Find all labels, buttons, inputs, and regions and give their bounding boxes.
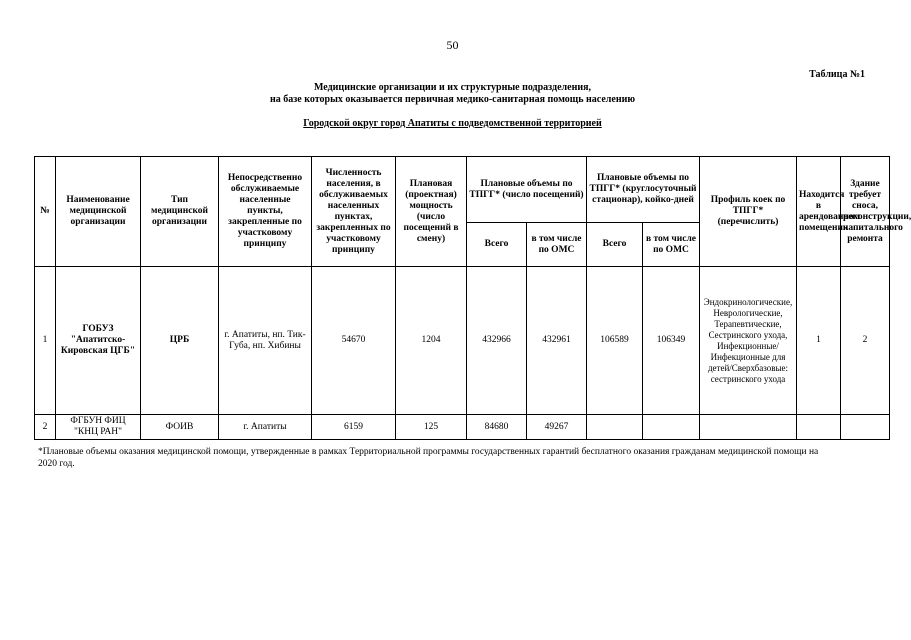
header-org-name: Наименование медицинской организации — [56, 157, 141, 267]
header-bed-profile: Профиль коек по ТПГГ* (перечислить) — [700, 157, 797, 267]
cell-demolition — [841, 415, 890, 440]
header-visits-total: Всего — [467, 223, 527, 267]
header-capacity: Плановая (проектная) мощность (число посещений в смену) — [396, 157, 467, 267]
title-line-2: на базе которых оказывается первичная медико-санитарная помощь населению — [270, 94, 635, 105]
header-demolition: Здание требует сноса, реконструкции, капитального ремонта — [841, 157, 890, 267]
cell-visits-oms: 432961 — [527, 267, 587, 415]
cell-org-name: ГОБУЗ "Апатитско-Кировская ЦГБ" — [56, 267, 141, 415]
header-num: № — [35, 157, 56, 267]
header-org-type: Тип медицинской организации — [141, 157, 219, 267]
cell-beds-oms — [643, 415, 700, 440]
cell-org-name: ФГБУН ФИЦ "КНЦ РАН" — [56, 415, 141, 440]
header-settlements: Непосредственно обслуживаемые населенные пункты, закрепленные по участковому принципу — [219, 157, 312, 267]
header-beds-oms: в том числе по ОМС — [643, 223, 700, 267]
cell-bed-profile — [700, 415, 797, 440]
cell-num: 2 — [35, 415, 56, 440]
cell-capacity: 1204 — [396, 267, 467, 415]
cell-rented: 1 — [797, 267, 841, 415]
header-population: Численность населения, в обслуживаемых населенных пунктах, закрепленных по участковому принципу — [312, 157, 396, 267]
cell-beds-total — [587, 415, 643, 440]
cell-visits-oms: 49267 — [527, 415, 587, 440]
document-subtitle: Городской округ город Апатиты с подведомственной территорией — [303, 118, 602, 129]
cell-beds-oms: 106349 — [643, 267, 700, 415]
cell-org-type: ФОИВ — [141, 415, 219, 440]
cell-settlements: г. Апатиты, нп. Тик-Губа, нп. Хибины — [219, 267, 312, 415]
table-label: Таблица №1 — [809, 69, 865, 80]
cell-org-type: ЦРБ — [141, 267, 219, 415]
table-row — [35, 415, 890, 440]
header-visits-oms: в том числе по ОМС — [527, 223, 587, 267]
header-beds-total: Всего — [587, 223, 643, 267]
cell-settlements: г. Апатиты — [219, 415, 312, 440]
cell-rented — [797, 415, 841, 440]
cell-bed-profile: Эндокринологические, Неврологические, Терапевтические, Сестринского ухода, Инфекционные/Инфекционные для детей/Сверхбазовые: сестринского ухода — [700, 267, 797, 415]
organizations-table — [34, 156, 911, 440]
cell-demolition: 2 — [841, 267, 890, 415]
document-title — [0, 82, 905, 106]
header-tpgg-beds: Плановые объемы по ТПГГ* (круглосуточный стационар), койко-дней — [587, 157, 700, 223]
cell-beds-total: 106589 — [587, 267, 643, 415]
cell-capacity: 125 — [396, 415, 467, 440]
table-row — [35, 267, 890, 415]
cell-population: 6159 — [312, 415, 396, 440]
cell-num: 1 — [35, 267, 56, 415]
title-line-1: Медицинские организации и их структурные подразделения, — [314, 82, 591, 93]
cell-visits-total: 432966 — [467, 267, 527, 415]
page-number: 50 — [446, 38, 459, 52]
header-tpgg-visits: Плановые объемы по ТПГГ* (число посещений) — [467, 157, 587, 223]
cell-population: 54670 — [312, 267, 396, 415]
cell-visits-total: 84680 — [467, 415, 527, 440]
header-rented: Находится в арендованном помещении — [797, 157, 841, 267]
footnote: *Плановые объемы оказания медицинской помощи, утвержденные в рамках Территориальной программы государственных гарантий бесплатного оказания гражданам медицинской помощи на 2020 год. — [38, 447, 819, 469]
